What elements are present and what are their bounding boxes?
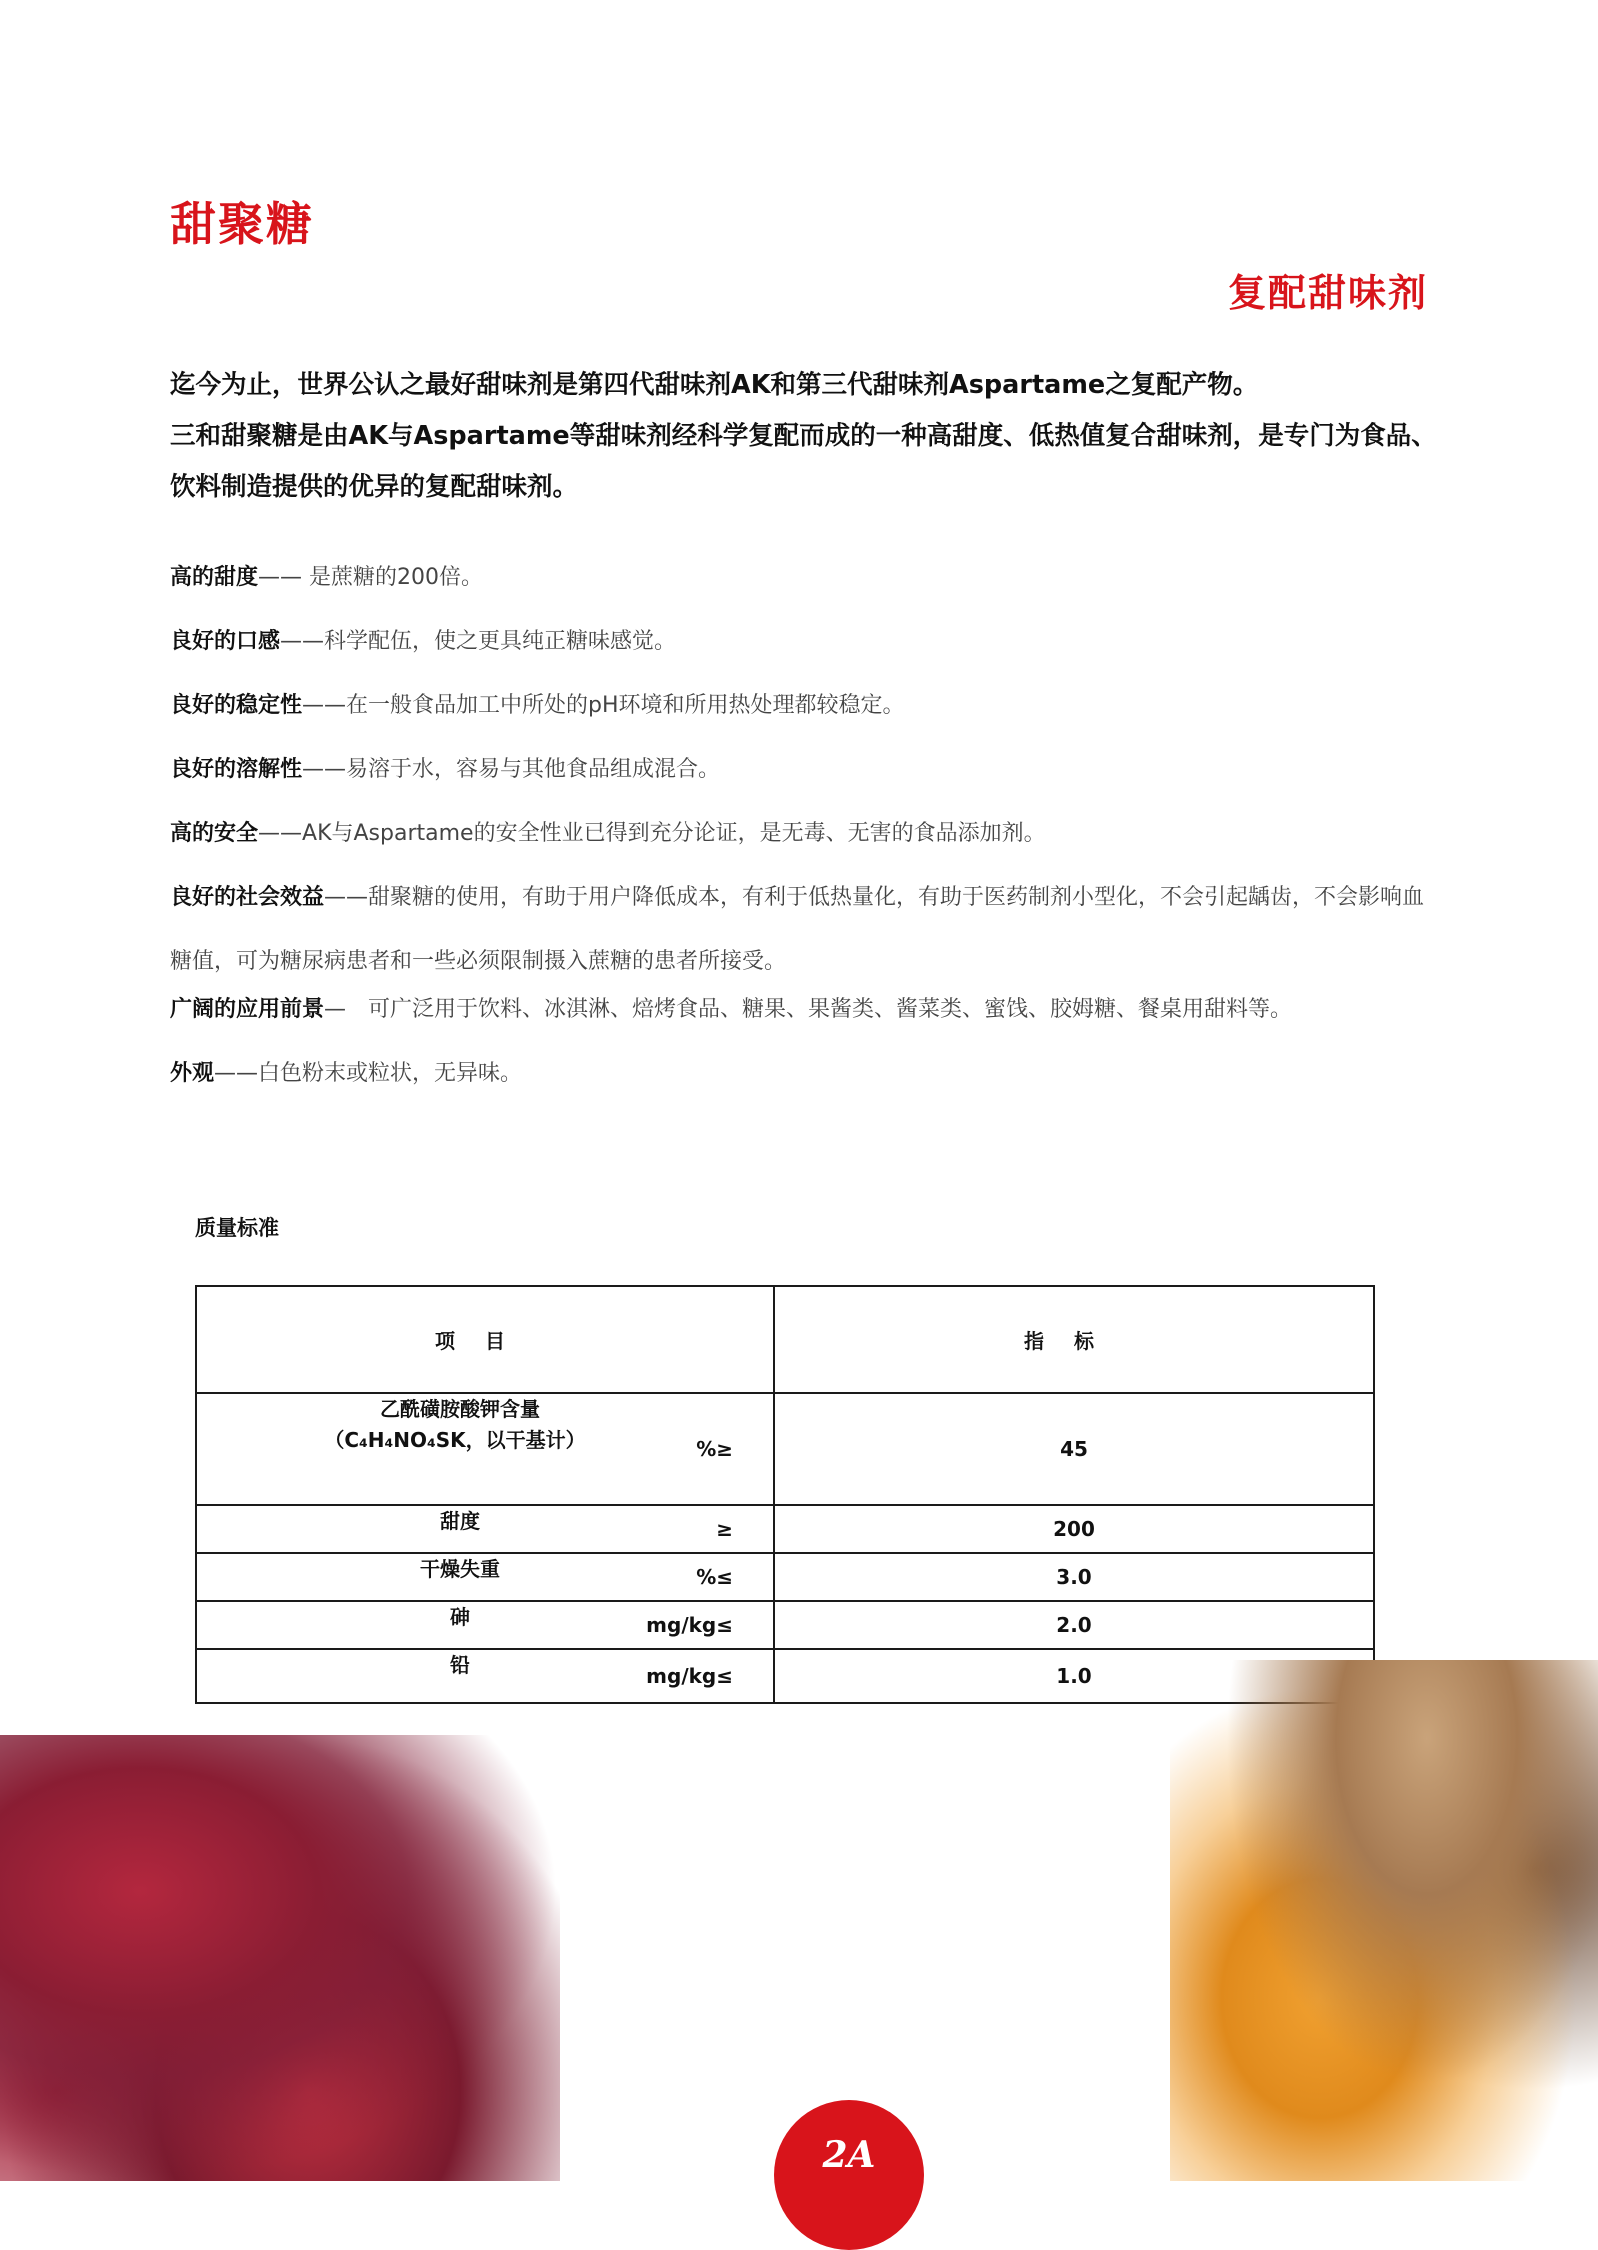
table-row xyxy=(196,1393,1374,1505)
dried-fruit-photo xyxy=(0,1735,560,2181)
page-number-badge xyxy=(774,2100,924,2250)
feature-stability: 良好的稳定性——在一般食品加工中所处的pH环境和所用热处理都较稳定。 xyxy=(170,693,905,718)
row-item-name: 干燥失重 xyxy=(420,1557,500,1581)
row-item-unit: %≤ xyxy=(696,1565,733,1589)
feature-social-benefit: 良好的社会效益——甜聚糖的使用，有助于用户降低成本，有利于低热量化，有助于医药制剂小型化，不会引起龋齿，不会影响血糖值，可为糖尿病患者和一些必须限制摄入蔗糖的患者所接受。 xyxy=(170,885,1425,974)
header-item: 项目 xyxy=(196,1286,774,1393)
table-row xyxy=(196,1553,1374,1601)
row-value: 45 xyxy=(774,1393,1374,1505)
row-item-name: 甜度 xyxy=(440,1509,480,1533)
row-item-unit: mg/kg≤ xyxy=(646,1613,733,1637)
table-header-row xyxy=(196,1286,1374,1393)
row-item-name: 乙酰磺胺酸钾含量 xyxy=(380,1397,540,1421)
row-value: 200 xyxy=(774,1505,1374,1553)
row-item-unit: %≥ xyxy=(696,1437,733,1461)
page-number: 2A xyxy=(822,2134,876,2176)
row-item-name: 铅 xyxy=(450,1653,470,1677)
row-item-subtext: （C₄H₄NO₄SK，以干基计） xyxy=(324,1428,586,1452)
feature-list xyxy=(170,562,1440,1122)
row-item-name: 砷 xyxy=(450,1605,470,1629)
honey-jar-photo xyxy=(1170,1660,1598,2181)
feature-solubility: 良好的溶解性——易溶于水，容易与其他食品组成混合。 xyxy=(170,757,721,782)
row-item-unit: mg/kg≤ xyxy=(646,1664,733,1688)
quality-standard-table xyxy=(195,1285,1375,1704)
feature-sweetness: 高的甜度—— 是蔗糖的200倍。 xyxy=(170,565,484,590)
row-value: 3.0 xyxy=(774,1553,1374,1601)
row-value: 1.0 xyxy=(774,1649,1374,1703)
table-row xyxy=(196,1505,1374,1553)
intro-text xyxy=(170,360,1440,513)
page-title: 甜聚糖 xyxy=(170,197,314,251)
row-item-unit: ≥ xyxy=(716,1517,733,1541)
page-subtitle: 复配甜味剂 xyxy=(1227,271,1428,315)
row-value: 2.0 xyxy=(774,1601,1374,1649)
header-value: 指标 xyxy=(774,1286,1374,1393)
intro-paragraph: 三和甜聚糖是由AK与Aspartame等甜味剂经科学复配而成的一种高甜度、低热值复合甜味剂，是专门为食品、饮料制造提供的优异的复配甜味剂。 xyxy=(170,421,1437,502)
table-row xyxy=(196,1601,1374,1649)
feature-applications: 广阔的应用前景— 可广泛用于饮料、冰淇淋、焙烤食品、糖果、果酱类、酱菜类、蜜饯、胶姆糖、餐桌用甜料等。 xyxy=(170,997,1293,1022)
feature-safety: 高的安全——AK与Aspartame的安全性业已得到充分论证，是无毒、无害的食品添加剂。 xyxy=(170,821,1046,846)
intro-paragraph: 迄今为止，世界公认之最好甜味剂是第四代甜味剂AK和第三代甜味剂Aspartame之复配产物。 xyxy=(170,370,1259,400)
feature-appearance: 外观——白色粉末或粒状，无异味。 xyxy=(170,1061,523,1086)
quality-standard-label: 质量标准 xyxy=(195,1216,279,1240)
feature-taste: 良好的口感——科学配伍，使之更具纯正糖味感觉。 xyxy=(170,629,677,654)
